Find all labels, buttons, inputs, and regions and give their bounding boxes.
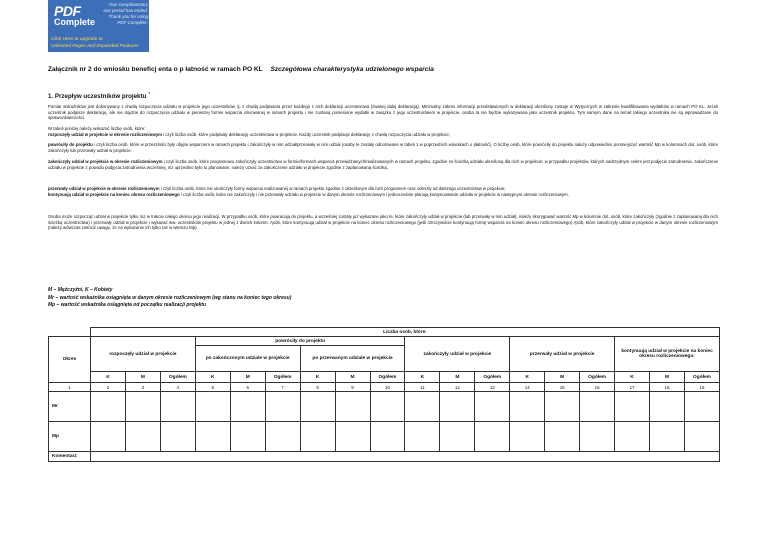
column-number: 16 — [580, 383, 615, 392]
cell-input[interactable] — [125, 422, 160, 452]
list-item-przerwaly — [48, 186, 718, 197]
cell-input[interactable] — [684, 422, 719, 452]
column-number: 3 — [125, 383, 160, 392]
row-label-mr: Mr — [49, 392, 91, 422]
cell-input[interactable] — [195, 392, 230, 422]
col-header-rozpoczely: rozpoczęły udział w projekcie — [91, 337, 196, 372]
col-header-po-przerwanym: po przerwanym udziale w projekcie — [300, 346, 405, 372]
col-header-powrocily: powróciły do projektu — [195, 337, 405, 346]
cell-input[interactable] — [405, 392, 440, 422]
cell-input[interactable] — [440, 422, 475, 452]
legend-line: Mp – wartość wskaźnika osiągnięta od początku realizacji projektu — [48, 302, 207, 308]
table-top-header: Liczba osób, które: — [91, 328, 720, 337]
sub-header-row — [49, 372, 720, 383]
cell-input[interactable] — [615, 392, 650, 422]
list-item-term: kontynuują udział w projekcie na koniec okresu rozliczeniowego — [48, 191, 180, 197]
cell-input[interactable] — [615, 422, 650, 452]
banner-line: PDF Complete. — [117, 20, 148, 25]
footnote-marker: * — [148, 91, 151, 96]
cell-input[interactable] — [230, 392, 265, 422]
cell-input[interactable] — [475, 422, 510, 452]
document-title-sub: Szczegółowa charakterystyka udzielonego wsparcia — [270, 66, 434, 73]
upgrade-link[interactable] — [48, 36, 149, 50]
column-number: 12 — [440, 383, 475, 392]
column-number: 8 — [300, 383, 335, 392]
paragraph-intro: Pomiar wskaźników jest dokonywany z chwilą rozpoczęcia udziału w projekcie jego uczestników, tj. z chwilą podpisania przez każdego z nich deklaracji uczestnictwa (zwanej dalej deklaracją). Minimalny zakres informacji przedstawionych w deklaracji określony zostaje w Wytycznych w zakresie kwalifikowania wydatków w ramach PO KL. Jeżeli uczestnik podpisze deklarację, ale nie dojdzie do rozpoczęcia udziału w pierwszej formie wsparcia oferowanej w ramach projektu i nie zostaną poniesione wydatki w związku z jego uczestnictwem w projekcie, osoba ta nie będzie wykazywana jako uczestnik projektu. Tym samym dane na temat takiego uczestnika nie są wprowadzane do sprawozdawczości. — [48, 104, 718, 121]
row-label-komentarz: Komentarz — [49, 452, 91, 462]
list-item-rozpoczely — [48, 132, 718, 138]
upgrade-line[interactable]: Unlimited Pages and Expanded Features — [51, 44, 139, 49]
cell-input[interactable] — [370, 422, 405, 452]
table-row-komentarz — [49, 452, 720, 462]
sub-header-cell: Ogółem — [160, 372, 195, 383]
cell-input[interactable] — [545, 392, 580, 422]
sub-header-cell: K — [195, 372, 230, 383]
sub-header-cell: K — [91, 372, 126, 383]
column-number: 2 — [91, 383, 126, 392]
cell-input[interactable] — [440, 392, 475, 422]
sub-header-cell: Ogółem — [580, 372, 615, 383]
list-item-desc: i czyli liczba osób, które programowo zakończyły uczestnictwo w formie/formach wsparcia przewidzianych/realizowanych w ramach projektu, zgodnie ze ścieżką udziału określoną dla nich w projekcie; w przypadku projektów, których nadrzędnym celem jest podjęcie zatrudnienia, zakończenie udziału w projekcie z powodu podjęcia zatrudnienia wcześniej, niż uprzednio było to planowane, należy uznać za zakończenie udziału w projekcie zgodnie z zaplanowaną ścieżką. — [48, 159, 718, 170]
sub-header-cell: K — [510, 372, 545, 383]
cell-input[interactable] — [370, 392, 405, 422]
document-title-main: Załącznik nr 2 do wniosku beneficj enta o p łatność w ramach PO KL — [48, 66, 263, 73]
cell-input[interactable] — [405, 422, 440, 452]
column-number: 17 — [615, 383, 650, 392]
cell-input[interactable] — [545, 422, 580, 452]
pdf-logo-sub: Complete — [54, 17, 96, 27]
legend-line: Mr – wartość wskaźnika osiągnięta w danym okresie rozliczeniowym (wg stanu na koniec tego okresu) — [48, 294, 292, 301]
list-item-powrocily — [48, 142, 718, 153]
col-header-po-zakonczonym: po zakończonym udziale w projekcie — [195, 346, 300, 372]
column-number: 19 — [684, 383, 719, 392]
sub-header-cell: K — [300, 372, 335, 383]
banner-line: Your complimentary — [108, 2, 148, 7]
list-item-desc: i czyli liczba osób, które w przeszłości były objęte wsparciem w ramach projektu i zakończyły w nim udział/przerwały w nim udział (osoby te zostały odnotowane w tabeli 1 w poprzednich wnioskach o płatność). O liczbę osób, które powróciły do projektu należy odpowiednio pomniejszyć wartość Mp w kolumnach dot. osób, które zakończyły lub przerwały udział w projekcie. — [48, 142, 718, 153]
cell-input[interactable] — [91, 392, 126, 422]
banner-line: use period has ended. — [103, 8, 148, 13]
pdf-logo: PDF — [54, 3, 81, 19]
sub-header-cell: M — [545, 372, 580, 383]
column-number: 10 — [370, 383, 405, 392]
row-label-mp: Mp — [49, 422, 91, 452]
sub-header-cell: M — [335, 372, 370, 383]
sub-header-cell: M — [440, 372, 475, 383]
cell-input[interactable] — [335, 392, 370, 422]
list-lead-text: W tabeli poniżej należy wskazać liczbę osób, które: — [48, 126, 146, 131]
column-number-row — [49, 383, 720, 392]
cell-input[interactable] — [160, 392, 195, 422]
sub-header-cell: Ogółem — [370, 372, 405, 383]
column-number: 5 — [195, 383, 230, 392]
column-number: 14 — [510, 383, 545, 392]
sub-header-cell: M — [650, 372, 685, 383]
column-number: 1 — [49, 383, 91, 392]
sub-header-cell: Ogółem — [475, 372, 510, 383]
col-header-zakonczyly: zakończyły udział w projekcie — [405, 337, 510, 372]
col-header-przerwaly: przerwały udział w projekcie — [510, 337, 615, 372]
document-title — [48, 66, 434, 73]
cell-input[interactable] — [160, 422, 195, 452]
cell-input[interactable] — [300, 392, 335, 422]
cell-input[interactable] — [335, 422, 370, 452]
cell-input[interactable] — [265, 392, 300, 422]
cell-input[interactable] — [650, 422, 685, 452]
list-item-term: rozpoczęły udział w projekcie w okresie rozliczeniowym — [48, 131, 162, 137]
cell-input[interactable] — [684, 392, 719, 422]
list-item-kontynuuja-line — [48, 192, 718, 198]
column-number: 18 — [650, 383, 685, 392]
section-title — [48, 91, 150, 100]
cell-input[interactable] — [475, 392, 510, 422]
cell-input[interactable] — [650, 392, 685, 422]
table-row-mp — [49, 422, 720, 452]
sub-header-cell: M — [125, 372, 160, 383]
sub-header-cell: K — [405, 372, 440, 383]
pdf-complete-banner[interactable] — [48, 0, 149, 52]
list-item-desc: i czyli liczba osób, które nie ukończyły formy wsparcia realizowanej w ramach projektu zgodnie z określonym dla nich programem oraz odeszły od dalszego uczestnictwa w projekcie; — [159, 186, 506, 191]
col-header-kontynuuja: kontynuują udział w projekcie na koniec okresu rozliczeniowego: — [615, 337, 720, 372]
paragraph-notes: Osoba może rozpocząć udział w projekcie tylko raz w trakcie całego okresu jego realizacji. W przypadku osób, które powracają do projektu, a wcześniej zostały już wykazane jako te, które zakończyły udział w projekcie (lub przerwały w nim udział), należy skorygować wartość Mp w kolumnie dot. osób, które zakończyły (zgodnie z zaplanowaną dla nich ścieżką uczestnictwa) i przerwały udział w projekcie i wykazać ww. uczestników projektu w jednej z dwóch kolumn: Ąsób, które kontynuują udział w projekcie na koniec okresu rozliczeniowego (jeśli rzeczywiście kontynuują formę wsparcia na koniec okresu rozliczeniowego) Ąsób, które zakończyły udział w projekcie w danym okresie rozliczeniowym (należy wówczas zwrócić uwagę, że na wykazanie ich tylko raz w wierszu Mp). — [48, 214, 718, 231]
sub-header-cell: Ogółem — [684, 372, 719, 383]
column-number: 13 — [475, 383, 510, 392]
sub-header-cell: K — [615, 372, 650, 383]
banner-message — [100, 2, 148, 26]
participants-grid — [48, 327, 720, 462]
banner-line: Thank you for using — [108, 14, 148, 19]
cell-input[interactable] — [195, 422, 230, 452]
list-item-term: zakończyły udział w projekcie w okresie rozliczeniowym — [48, 159, 163, 164]
column-number: 7 — [265, 383, 300, 392]
column-number: 6 — [230, 383, 265, 392]
cell-input[interactable] — [125, 392, 160, 422]
sub-header-cell: Ogółem — [265, 372, 300, 383]
legend — [48, 287, 718, 310]
col-header-okres: Okres — [49, 337, 91, 383]
column-number: 4 — [160, 383, 195, 392]
sub-header-cell: M — [230, 372, 265, 383]
table-row-mr — [49, 392, 720, 422]
column-number: 11 — [405, 383, 440, 392]
list-item-term: przerwały udział w projekcie w okresie rozliczeniowym — [48, 186, 160, 191]
section-title-text: 1. Przepływ uczestników projektu — [48, 93, 147, 101]
paragraph-list-lead — [48, 126, 718, 137]
column-number: 15 — [545, 383, 580, 392]
cell-input[interactable] — [91, 422, 126, 452]
cell-input[interactable] — [265, 422, 300, 452]
cell-input[interactable] — [580, 392, 615, 422]
column-number: 9 — [335, 383, 370, 392]
upgrade-line[interactable]: Click Here to upgrade to — [51, 37, 103, 42]
list-item-desc: i czyli liczba osób, które podpisały deklarację uczestnictwa w projekcie. Każdy uczestnik podpisuje deklarację z chwilą rozpoczęcia udziału w projekcie; — [161, 131, 450, 137]
cell-input[interactable] — [300, 422, 335, 452]
cell-input[interactable] — [510, 392, 545, 422]
participants-table — [48, 327, 720, 462]
comment-field[interactable] — [91, 452, 720, 462]
list-item-term: powróciły do projektu — [48, 142, 93, 147]
table-corner — [49, 328, 91, 337]
list-item-zakonczyly — [48, 159, 718, 170]
cell-input[interactable] — [510, 422, 545, 452]
list-item-desc: i czyli liczba osób, które nie zakończyły i nie przerwały udziału w projekcie w danym okresie rozliczeniowym i jednocześnie planują kontynuowanie udziału w projekcie w następnym okresie rozliczeniowym. — [179, 191, 569, 197]
cell-input[interactable] — [230, 422, 265, 452]
legend-line: M – Mężczyźni, K – Kobiety — [48, 287, 113, 293]
cell-input[interactable] — [580, 422, 615, 452]
